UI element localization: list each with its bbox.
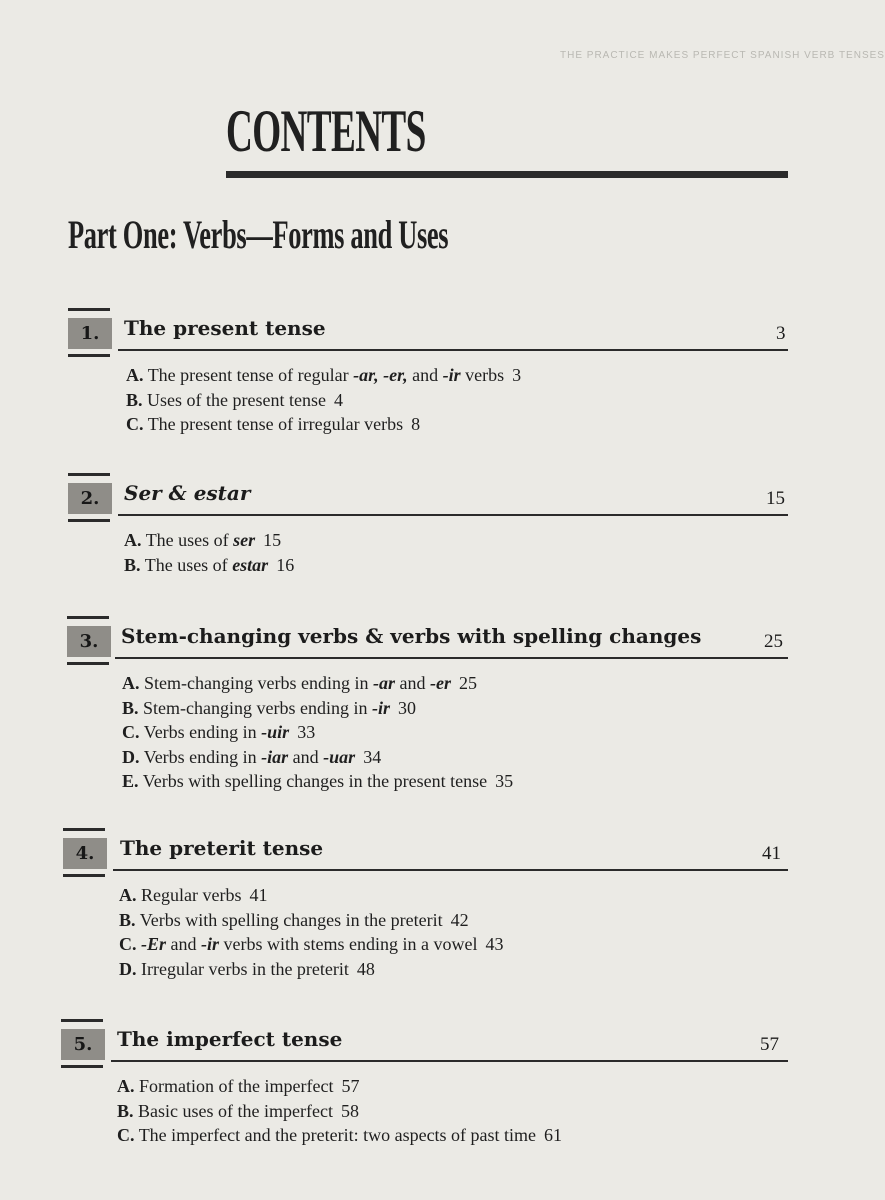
chapter-page: 15 — [766, 488, 785, 509]
entry-page: 61 — [544, 1125, 563, 1145]
section-list — [126, 363, 521, 437]
chapter-title[interactable]: Stem-changing verbs & verbs with spelling changes — [121, 624, 702, 648]
section-list — [119, 883, 503, 981]
entry-text: Verbs with spelling changes in the present tense — [142, 771, 488, 791]
chapter-page: 3 — [776, 323, 786, 344]
entry-letter: B. — [126, 389, 143, 410]
entry-letter: A. — [126, 365, 144, 385]
section-list — [117, 1074, 562, 1148]
toc-entry[interactable] — [126, 363, 521, 388]
entry-page: 35 — [495, 771, 514, 791]
entry-page: 42 — [450, 909, 469, 930]
entry-letter: A. — [124, 530, 142, 550]
entry-page: 48 — [356, 958, 375, 979]
chapter-title[interactable]: The preterit tense — [120, 836, 324, 860]
toc-entry[interactable] — [126, 412, 521, 437]
entry-letter: B. — [117, 1100, 134, 1121]
toc-entry[interactable] — [124, 553, 294, 578]
chapter-number: 3. — [67, 626, 111, 657]
entry-page: 34 — [363, 746, 382, 767]
chapter-rule — [118, 349, 788, 351]
entry-letter: D. — [122, 746, 140, 767]
chapter-page: 57 — [760, 1034, 779, 1055]
entry-text: -Er and -ir verbs with stems ending in a vowel — [141, 934, 478, 954]
toc-entry[interactable] — [122, 671, 513, 696]
entry-letter: E. — [122, 771, 139, 791]
entry-text: Irregular verbs in the preterit — [141, 958, 349, 979]
chapter-number: 4. — [63, 838, 107, 869]
chapter-number: 2. — [68, 483, 112, 514]
chapter-rule — [115, 657, 788, 659]
part-title: Part One: Verbs—Forms and Uses — [68, 212, 449, 257]
chapter-number: 1. — [68, 318, 112, 349]
toc-entry[interactable] — [119, 957, 503, 982]
entry-letter: A. — [117, 1076, 135, 1096]
entry-text: Regular verbs — [141, 885, 242, 905]
chapter-title[interactable]: The imperfect tense — [117, 1027, 343, 1051]
entry-text: Stem-changing verbs ending in -ir — [143, 697, 390, 718]
entry-letter: C. — [117, 1125, 135, 1145]
entry-page: 8 — [411, 414, 421, 434]
toc-entry[interactable] — [117, 1099, 562, 1124]
chapter-page: 25 — [764, 631, 783, 652]
entry-page: 33 — [297, 722, 316, 742]
entry-letter: A. — [119, 885, 137, 905]
chapter-title[interactable]: The present tense — [124, 316, 326, 340]
entry-text: The uses of ser — [145, 530, 256, 550]
toc-entry[interactable] — [117, 1074, 562, 1099]
chapter-tick — [67, 662, 109, 665]
entry-text: Verbs with spelling changes in the preterit — [139, 909, 443, 930]
entry-letter: C. — [122, 722, 140, 742]
entry-letter: A. — [122, 673, 140, 693]
chapter-tick — [61, 1065, 103, 1068]
entry-page: 4 — [333, 389, 343, 410]
toc-entry[interactable] — [119, 908, 503, 933]
toc-entry[interactable] — [119, 883, 503, 908]
chapter-rule — [118, 514, 788, 516]
entry-page: 57 — [341, 1076, 360, 1096]
running-head: THE PRACTICE MAKES PERFECT SPANISH VERB TENSES — [560, 50, 885, 61]
chapter-title[interactable]: Ser & estar — [124, 481, 251, 505]
entry-page: 43 — [485, 934, 504, 954]
toc-entry[interactable] — [124, 528, 294, 553]
entry-text: Formation of the imperfect — [139, 1076, 334, 1096]
entry-text: The present tense of irregular verbs — [147, 414, 404, 434]
entry-page: 30 — [397, 697, 416, 718]
entry-letter: C. — [126, 414, 144, 434]
chapter-tick — [61, 1019, 103, 1022]
entry-letter: D. — [119, 958, 137, 979]
toc-entry[interactable] — [122, 745, 513, 770]
section-list — [122, 671, 513, 794]
entry-page: 16 — [276, 554, 295, 575]
contents-title: CONTENTS — [226, 98, 426, 164]
chapter-tick — [63, 828, 105, 831]
section-list — [124, 528, 294, 577]
chapter-number: 5. — [61, 1029, 105, 1060]
chapter-rule — [113, 869, 788, 871]
toc-entry[interactable] — [122, 769, 513, 794]
chapter-page: 41 — [762, 843, 781, 864]
entry-text: Verbs ending in -iar and -uar — [143, 746, 356, 767]
title-rule — [226, 171, 788, 178]
chapter-tick — [68, 354, 110, 357]
entry-page: 15 — [263, 530, 282, 550]
chapter-tick — [68, 519, 110, 522]
entry-text: Verbs ending in -uir — [143, 722, 290, 742]
chapter-tick — [68, 308, 110, 311]
entry-page: 3 — [512, 365, 522, 385]
entry-text: Stem-changing verbs ending in -ar and -er — [144, 673, 451, 693]
entry-text: The imperfect and the preterit: two aspects of past time — [138, 1125, 537, 1145]
entry-page: 25 — [458, 673, 477, 693]
entry-letter: C. — [119, 934, 137, 954]
toc-entry[interactable] — [119, 932, 503, 957]
entry-text: The present tense of regular -ar, -er, and -ir verbs — [147, 365, 505, 385]
entry-letter: B. — [119, 909, 136, 930]
toc-entry[interactable] — [126, 388, 521, 413]
entry-page: 41 — [249, 885, 268, 905]
toc-entry[interactable] — [117, 1123, 562, 1148]
entry-page: 58 — [340, 1100, 359, 1121]
chapter-tick — [63, 874, 105, 877]
chapter-tick — [67, 616, 109, 619]
toc-entry[interactable] — [122, 696, 513, 721]
chapter-rule — [111, 1060, 788, 1062]
toc-entry[interactable] — [122, 720, 513, 745]
entry-text: Uses of the present tense — [147, 389, 326, 410]
chapter-tick — [68, 473, 110, 476]
entry-text: Basic uses of the imperfect — [138, 1100, 333, 1121]
entry-letter: B. — [122, 697, 139, 718]
entry-text: The uses of estar — [144, 554, 269, 575]
entry-letter: B. — [124, 554, 141, 575]
